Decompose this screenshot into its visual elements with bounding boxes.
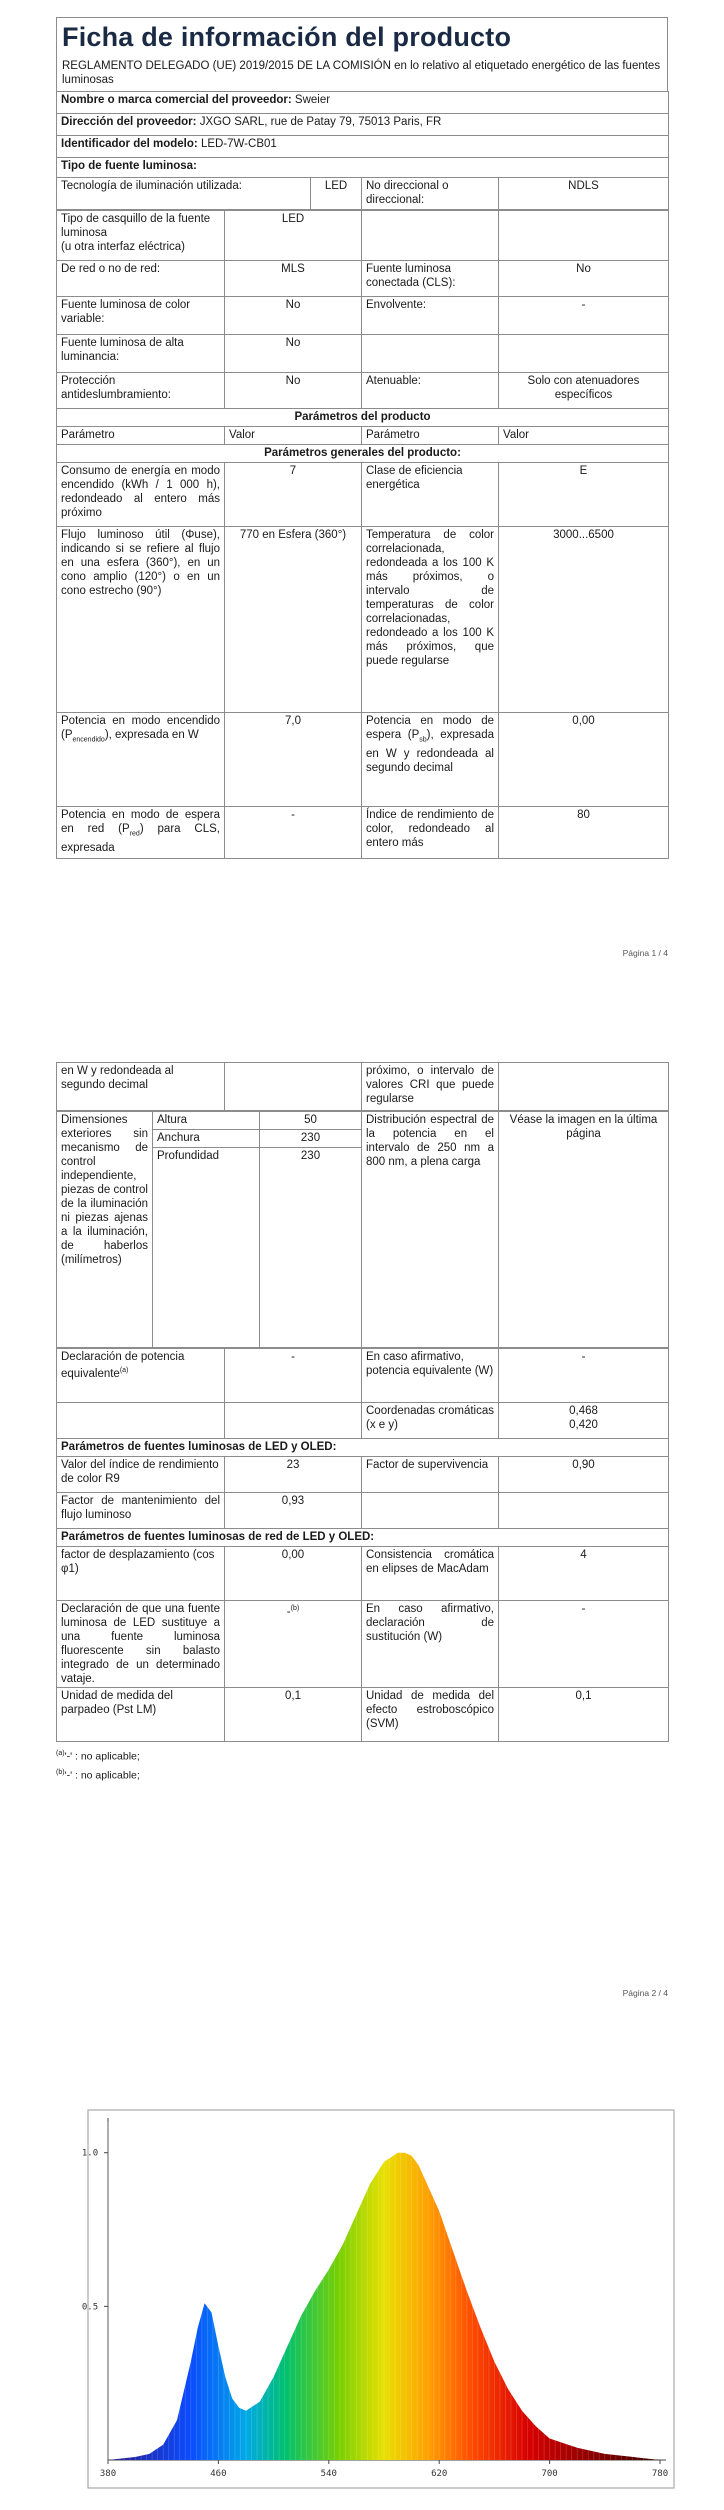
dims-label: Dimensiones exteriores sin mecanismo de control independiente, piezas de control de la iluminación ni piezas ajenas a la iluminación, de haberlos (milímetros) — [57, 1112, 153, 1348]
equiv-power-label: En caso afirmativo, potencia equivalente (W) — [362, 1349, 499, 1403]
equiv-power-value: - — [499, 1349, 669, 1403]
regulation-text: REGLAMENTO DELEGADO (UE) 2019/2015 DE LA COMISIÓN en lo relativo al etiquetado energético de las fuentes luminosas — [62, 60, 661, 86]
envelope-label: Envolvente: — [362, 297, 499, 335]
glare-label: Protección antideslumbramiento: — [57, 373, 225, 409]
survival-label: Factor de supervivencia — [362, 1457, 499, 1493]
width-value: 230 — [260, 1130, 362, 1148]
cap-label: Tipo de casquillo de la fuente luminosa (u otra interfaz eléctrica) — [57, 211, 225, 261]
footnote-a: $^{(a)}$'-' : no aplicable; — [56, 1750, 140, 1763]
cct-label: Temperatura de color correlacionada, redondeada a los 100 K más próximos, o intervalo de temperaturas de color correlacionadas, redondeado a los 100 K más próximos, que puede regularse — [362, 527, 499, 713]
cri-value: 80 — [499, 807, 669, 859]
x-tick-label: 780 — [651, 2469, 669, 2479]
page-1 — [0, 0, 724, 1010]
cct-value: 3000...6500 — [499, 527, 669, 713]
nondir-value: NDLS — [499, 178, 669, 210]
page-2-sheet — [56, 1062, 668, 1783]
energy-value: 7 — [225, 463, 362, 527]
col-param-2: Parámetro — [362, 427, 499, 445]
r9-value: 23 — [225, 1457, 362, 1493]
cosphi-value: 0,00 — [225, 1547, 362, 1601]
source-type-header: Tipo de fuente luminosa: — [57, 158, 669, 178]
colour-label: Fuente luminosa de color variable: — [57, 297, 225, 335]
replace-label: Declaración de que una fuente luminosa de LED sustituye a una fuente luminosa fluorescente sin balasto integrado de un determinado vataje. — [57, 1601, 225, 1688]
mains-label: De red o no de red: — [57, 261, 225, 297]
document-title: Ficha de información del producto — [62, 22, 512, 52]
spectrum-chart — [0, 2070, 724, 2510]
power-on-value: 7,0 — [225, 713, 362, 807]
height-value: 50 — [260, 1112, 362, 1130]
supplier-name-row: Nombre o marca comercial del proveedor: Sweier — [57, 92, 669, 114]
flux-label: Flujo luminoso útil (Φuse), indicando si se refiere al flujo en una esfera (360°), en un cono amplio (120°) o en un cono estrecho (90°) — [57, 527, 225, 713]
led-params-header: Parámetros de fuentes luminosas de LED y OLED: — [57, 1439, 669, 1457]
macadam-value: 4 — [499, 1547, 669, 1601]
class-value: E — [499, 463, 669, 527]
col-value-1: Valor — [225, 427, 362, 445]
x-tick-label: 540 — [320, 2469, 337, 2479]
col-value-2: Valor — [499, 427, 669, 445]
width-label: Anchura — [153, 1130, 260, 1148]
replace-watt-value: - — [499, 1601, 669, 1688]
dimmable-value: Solo con atenuadores específicos — [499, 373, 669, 409]
r9-label: Valor del índice de rendimiento de color R9 — [57, 1457, 225, 1493]
net-standby-cont: en W y redondeada al segundo decimal — [57, 1063, 225, 1111]
model-row: Identificador del modelo: LED-7W-CB01 — [57, 136, 669, 158]
depth-label: Profundidad — [153, 1148, 260, 1348]
cap-value: LED — [225, 211, 362, 261]
macadam-label: Consistencia cromática en elipses de MacAdam — [362, 1547, 499, 1601]
energy-label: Consumo de energía en modo encendido (kWh / 1 000 h), redondeado al entero más próximo — [57, 463, 225, 527]
tech-label: Tecnología de iluminación utilizada: — [57, 178, 311, 210]
footnote-b: $^{(b)}$'-' : no aplicable; — [56, 1768, 140, 1781]
page-2 — [0, 1010, 724, 2060]
power-on-label: Potencia en modo encendido $(P_{encendido})$, expresada en W — [57, 713, 225, 807]
equiv-label: Declaración de potencia equivalente$^{(a)}$ — [57, 1349, 225, 1403]
tech-value: LED — [311, 178, 362, 210]
height-label: Altura — [153, 1112, 260, 1130]
high-lum-label: Fuente luminosa de alta luminancia: — [57, 335, 225, 373]
title-block — [56, 17, 668, 91]
x-tick-label: 620 — [431, 2469, 448, 2479]
x-tick-label: 380 — [99, 2469, 117, 2479]
cri-label: Índice de rendimiento de color, redondeado al entero más — [362, 807, 499, 859]
colour-value: No — [225, 297, 362, 335]
maint-label: Factor de mantenimiento del flujo luminoso — [57, 1493, 225, 1529]
cri-cont: próximo, o intervalo de valores CRI que puede regularse — [362, 1063, 499, 1111]
mains-led-header: Parámetros de fuentes luminosas de red de LED y OLED: — [57, 1529, 669, 1547]
col-param-1: Parámetro — [57, 427, 225, 445]
net-standby-label: Potencia en modo de espera en red $(P_{red})$ para CLS, expresada — [57, 807, 225, 859]
spd-value: Véase la imagen en la última página — [499, 1112, 669, 1348]
chroma-values: 0,468 0,420 — [499, 1403, 669, 1439]
page-number-2: Página 2 / 4 — [622, 1988, 668, 1998]
dimensions-table — [56, 1111, 669, 1348]
x-tick-label: 700 — [541, 2469, 558, 2479]
product-params-header: Parámetros del producto — [57, 409, 669, 427]
cosphi-label: factor de desplazamiento (cos φ1) — [57, 1547, 225, 1601]
supplier-address-row: Dirección del proveedor: JXGO SARL, rue de Patay 79, 75013 Paris, FR — [57, 114, 669, 136]
pst-label: Unidad de medida del parpadeo (Pst LM) — [57, 1688, 225, 1742]
standby-label: Potencia en modo de espera $(P_{sb})$, expresada en W y redondeada al segundo decimal — [362, 713, 499, 807]
spectrum-plot — [82, 2110, 674, 2488]
page-number-1: Página 1 / 4 — [622, 948, 668, 958]
standby-value: 0,00 — [499, 713, 669, 807]
equiv-value: - — [225, 1349, 362, 1403]
depth-value: 230 — [260, 1148, 362, 1348]
spd-label: Distribución espectral de la potencia en el intervalo de 250 nm a 800 nm, a plena carga — [362, 1112, 499, 1348]
high-lum-value: No — [225, 335, 362, 373]
net-standby-value: - — [225, 807, 362, 859]
dimmable-label: Atenuable: — [362, 373, 499, 409]
envelope-value: - — [499, 297, 669, 335]
maint-value: 0,93 — [225, 1493, 362, 1529]
chroma-label: Coordenadas cromáticas (x e y) — [362, 1403, 499, 1439]
flux-value: 770 en Esfera (360°) — [225, 527, 362, 713]
x-tick-label: 460 — [210, 2469, 227, 2479]
class-label: Clase de eficiencia energética — [362, 463, 499, 527]
supplier-table — [56, 91, 669, 210]
page-3 — [0, 2070, 724, 2510]
svm-value: 0,1 — [499, 1688, 669, 1742]
source-type-table — [56, 210, 669, 859]
glare-value: No — [225, 373, 362, 409]
general-params-header: Parámetros generales del producto: — [57, 445, 669, 463]
cls-value: No — [499, 261, 669, 297]
svm-label: Unidad de medida del efecto estroboscópico (SVM) — [362, 1688, 499, 1742]
replace-watt-label: En caso afirmativo, declaración de sustitución (W) — [362, 1601, 499, 1688]
y-tick-label: 1.0 — [81, 2148, 99, 2159]
equivalence-table — [56, 1348, 669, 1742]
nondir-label: No direccional o direccional: — [362, 178, 499, 210]
replace-value: -$^{(b)}$ — [225, 1601, 362, 1688]
continuation-table — [56, 1062, 669, 1111]
survival-value: 0,90 — [499, 1457, 669, 1493]
mains-value: MLS — [225, 261, 362, 297]
pst-value: 0,1 — [225, 1688, 362, 1742]
page-1-sheet — [56, 17, 668, 859]
y-tick-label: 0.5 — [81, 2302, 99, 2313]
cls-label: Fuente luminosa conectada (CLS): — [362, 261, 499, 297]
